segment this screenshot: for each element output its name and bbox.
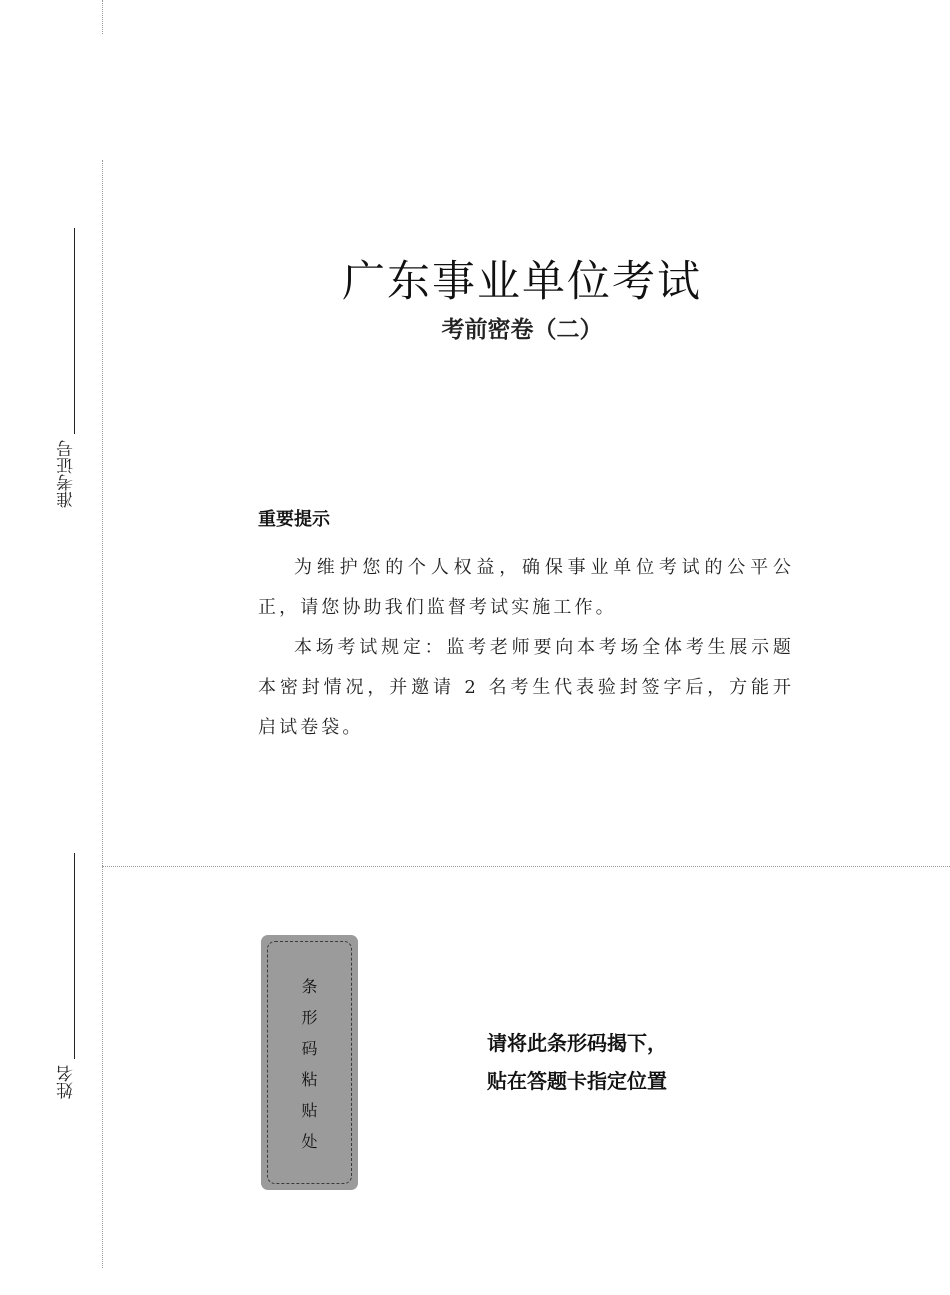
name-label: 姓名 — [57, 1065, 77, 1099]
barcode-char: 条 — [301, 977, 318, 996]
barcode-char: 码 — [301, 1039, 318, 1058]
barcode-char: 处 — [301, 1132, 318, 1151]
exam-id-label: 准考证号 — [57, 440, 77, 508]
barcode-sticker-area — [261, 935, 358, 1190]
page-subtitle: 考前密卷（二） — [441, 317, 603, 343]
tear-line — [102, 866, 950, 867]
barcode-label — [261, 971, 358, 1157]
barcode-char: 粘 — [301, 1070, 318, 1089]
barcode-char: 形 — [301, 1008, 318, 1027]
notice-heading: 重要提示 — [258, 509, 330, 530]
notice-paragraph: 为维护您的个人权益，确保事业单位考试的公平公正，请您协助我们监督考试实施工作。 — [258, 557, 794, 618]
page-title: 广东事业单位考试 — [342, 257, 702, 307]
name-underline — [74, 853, 75, 1059]
barcode-instruction — [487, 1024, 667, 1100]
barcode-char: 贴 — [301, 1101, 318, 1120]
instruction-line: 请将此条形码揭下， — [487, 1031, 667, 1055]
notice-paragraph: 本场考试规定：监考老师要向本考场全体考生展示题本密封情况，并邀请 2 名考生代表验封签字后，方能开启试卷袋。 — [258, 637, 794, 738]
notice-section — [258, 505, 794, 748]
name-field — [56, 853, 78, 1113]
binding-line-top — [102, 0, 103, 34]
instruction-line: 贴在答题卡指定位置 — [487, 1069, 667, 1093]
